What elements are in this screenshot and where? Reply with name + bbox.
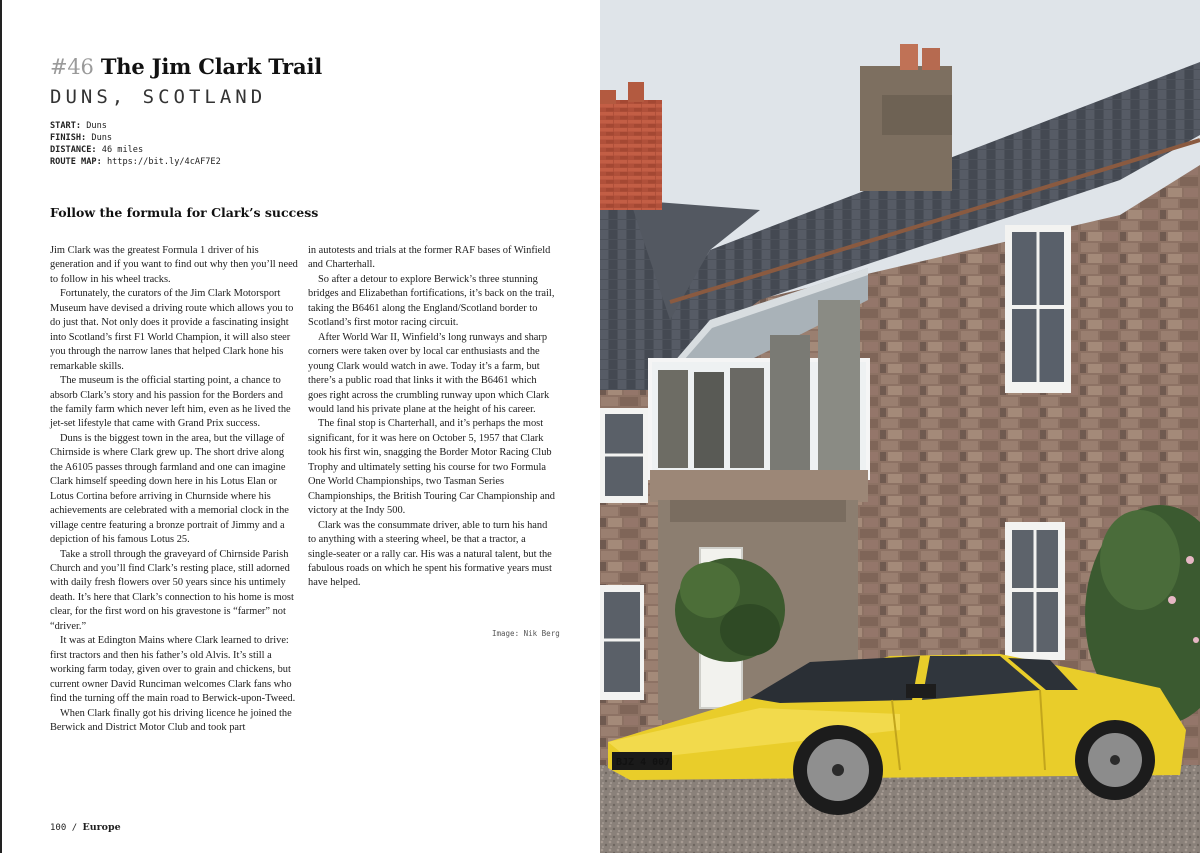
paragraph: After World War II, Winfield’s long runways and sharp corners were taken over by local car enthusiasts and the young Clark would watch in awe. Today it’s a farm, but there’s a public road that links it with the B6461 which goes right across the crumbling runway upon which Clark would land his private plane at the height of his career. (308, 331, 550, 415)
footer-separator: / (71, 823, 78, 833)
shrub-left (675, 558, 785, 662)
front-wheel (793, 725, 883, 815)
brick-chimney (600, 100, 662, 210)
page-number: 100 (50, 823, 67, 833)
paragraph: It was at Edington Mains where Clark learned to drive: first tractors and then his father’s old Alvis. It’s still a working farm today, given over to grain and chickens, but current owner David Runciman welcomes Clark fans who find the turning off the main road to Berwick-upon-Tweed. (50, 635, 296, 705)
paragraph: Jim Clark was the greatest Formula 1 driver of his generation and if you want to find out why then you’ll need to follow in his wheel tracks. (50, 245, 298, 285)
photo-lotus-esprit-farmhouse (600, 0, 1200, 853)
fact-route-map: ROUTE MAP: https://bit.ly/4cAF7E2 (50, 157, 221, 167)
paragraph: in autotests and trials at the former RAF bases of Winfield and Charterhall. (308, 245, 551, 271)
fact-distance: DISTANCE: 46 miles (50, 145, 144, 155)
fact-finish: FINISH: Duns (50, 133, 113, 143)
photo-illustration (600, 0, 1200, 853)
route-map-link[interactable]: https://bit.ly/4cAF7E2 (106, 157, 221, 167)
window-upper-right (1005, 225, 1071, 393)
paragraph: Fortunately, the curators of the Jim Clark Motorsport Museum have devised a driving route which allows you to do just that. Not only does it provide a fascinating insight into Scotland’s first F1 World Champion, it will also steer you through the narrow lanes that helped Clark hone his remarkable skills. (50, 288, 294, 372)
body-column-2 (308, 244, 556, 591)
fact-start: START: Duns (50, 121, 107, 131)
page-footer (50, 822, 121, 833)
paragraph: So after a detour to explore Berwick’s three stunning bridges and Elizabethan fortifications, it’s back on the trail, taking the B6461 along the England/Scotland border to Scotland’s first motor racing circuit. (308, 273, 555, 329)
image-credit: Image: Nik Berg (492, 629, 560, 638)
article-number: #46 (50, 55, 94, 79)
article-location: DUNS, SCOTLAND (50, 86, 267, 108)
paragraph: Duns is the biggest town in the area, but the village of Chirnside is where Clark grew up. The short drive along the A6105 passes through farmland and one can imagine Clark himself speeding down here in his Lotus Elan or Lotus Cortina before arriving in Churnside where his achievements are celebrated with a memorial clock in the village centre featuring a bronze portrait of Jimmy and a depiction of his famous Lotus 25. (50, 432, 289, 546)
paragraph: The final stop is Charterhall, and it’s perhaps the most significant, for it was here on October 5, 1957 that Clark took his first win, snagging the Border Motor Racing Club Trophy and ultimately setting his course for two Formula One World Championships, two Tasman Series Championships, the British Touring Car Championship and victory at the Indy 500. (308, 418, 556, 517)
lede-heading: Follow the formula for Clark’s success (50, 205, 319, 220)
window-lower-left (600, 585, 644, 700)
paragraph: When Clark finally got his driving licence he joined the Berwick and District Motor Club and took part (50, 707, 292, 733)
route-facts (50, 120, 221, 168)
window-lower-right (1005, 522, 1065, 660)
rear-wheel (1075, 720, 1155, 800)
article-title (50, 54, 322, 79)
section-name: Europe (82, 822, 121, 833)
paragraph: Clark was the consummate driver, able to turn his hand to anything with a steering wheel, be that a tractor, a single-seater or a rally car. His was a natural talent, but the fabulous roads on which he spent his formative years must have helped. (308, 519, 552, 589)
window-left (600, 408, 648, 503)
body-column-1 (50, 244, 298, 735)
paragraph: The museum is the official starting point, a chance to absorb Clark’s story and his passion for the Borders and the family farm which never left him, even as he lived the jet-set lifestyle that came with Grand Prix success. (50, 375, 291, 430)
article-title-text: The Jim Clark Trail (100, 54, 323, 79)
number-plate: BJZ 4 007 (616, 757, 671, 768)
paragraph: Take a stroll through the graveyard of Chirnside Parish Church and you’ll find Clark’s resting place, still adorned with daily fresh flowers over 50 years since his untimely death. It’s here that Clark’s connection to his home is most clear, for the first word on his gravestone is “farmer” not “driver.” (50, 548, 294, 632)
